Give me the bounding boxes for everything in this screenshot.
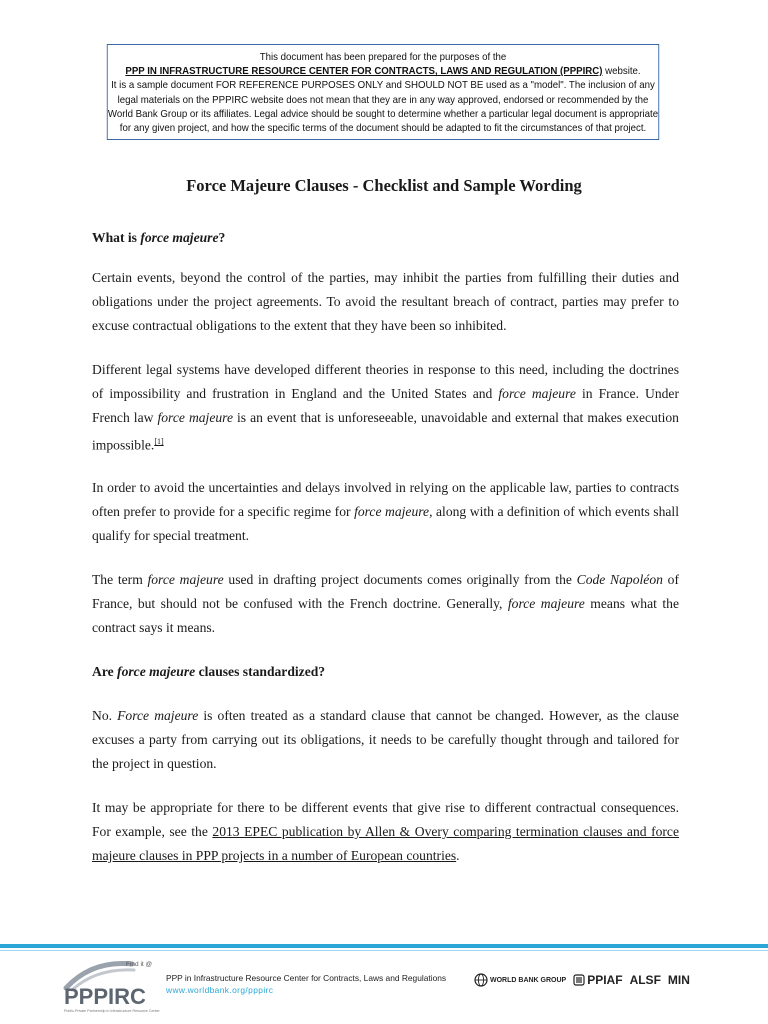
logo-tagline: Find it @ — [126, 961, 153, 968]
paragraph-legal-systems: Different legal systems have developed different theories in response to this need, including the doctrines of impossibility and frustration in England and the United States and force majeure in France. Under French law force majeure is an event that is unforeseeable, unavoidable and external that makes execution impossible.[1] — [92, 362, 679, 453]
paragraph-not-standard: No. Force majeure is often treated as a standard clause that cannot be changed. However, as the clause excuses a party from carrying out its obligations, it needs to be carefully thought through and tailored for the project in question. — [92, 708, 679, 771]
partner-ppiaf — [573, 973, 622, 987]
resource-center-name: PPP in Infrastructure Resource Center for Contracts, Laws and Regulations — [166, 973, 447, 983]
ppiaf-mark-icon — [573, 974, 585, 986]
partner-world-bank-group — [474, 973, 566, 987]
globe-icon — [474, 973, 488, 987]
disclaimer-line — [108, 65, 659, 79]
partner-label: MIN — [667, 973, 690, 987]
disclaimer-suffix: website. — [602, 66, 641, 78]
pppirc-org-name: PPP IN INFRASTRUCTURE RESOURCE CENTER FOR CONTRACTS, LAWS AND REGULATION (PPPIRC) — [125, 66, 603, 78]
disclaimer-line: This document has been prepared for the purposes of the — [259, 52, 507, 63]
logo-wordmark: PPPIRC — [64, 984, 146, 1009]
paragraph-intro: Certain events, beyond the control of the parties, may inhibit the parties from fulfilling their duties and obligations under the project agreements. To avoid the resultant breach of contract, parties may prefer to excuse contractual obligations to the extent that they have been so inhibited. — [92, 270, 679, 333]
epec-publication-link[interactable]: 2013 EPEC publication by Allen & Overy comparing termination clauses and force majeure clauses in PPP projects in a number of European countries — [92, 824, 679, 863]
document-title: Force Majeure Clauses - Checklist and Sample Wording — [186, 176, 582, 195]
partner-alsf — [630, 973, 661, 987]
disclaimer-box — [107, 44, 659, 140]
paragraph-specific-regime: In order to avoid the uncertainties and delays involved in relying on the applicable law, parties to contracts often prefer to provide for a specific regime for force majeure, along with a definition of which events shall qualify for special treatment. — [92, 480, 679, 543]
partner-label: WORLD BANK GROUP — [490, 976, 567, 984]
disclaimer-line: for any given project, and how the specific terms of the document should be adapted to fit the circumstances of that project. — [119, 123, 647, 135]
disclaimer-line: World Bank Group or its affiliates. Legal advice should be sought to determine whether a particular legal document is appropriate — [107, 108, 659, 120]
pppirc-url-link[interactable]: www.worldbank.org/pppirc — [166, 985, 274, 995]
partner-label: ALSF — [629, 973, 661, 987]
paragraph-different-events: It may be appropriate for there to be different events that give rise to different contractual consequences. For example, see the 2013 EPEC publication by Allen & Overy comparing termination clauses and force majeure clauses in PPP projects in a number of European countries. — [92, 800, 679, 863]
logo-subtitle: Public-Private Partnership in Infrastructure Resource Center — [64, 1009, 160, 1013]
section-heading-what-is: What is force majeure? — [92, 230, 226, 245]
pppirc-logo — [62, 954, 160, 1014]
paragraph-code-napoleon: The term force majeure used in drafting project documents comes originally from the Code Napoléon of France, but should not be confused with the French doctrine. Generally, force majeure means what the contract says it means. — [92, 572, 679, 635]
footnote-link[interactable]: [1] — [154, 437, 164, 446]
footer-divider-thin — [0, 950, 768, 951]
disclaimer-line: It is a sample document FOR REFERENCE PURPOSES ONLY and SHOULD NOT BE used as a "model". The inclusion of any — [111, 80, 655, 92]
partner-logos — [474, 972, 690, 988]
disclaimer-line: legal materials on the PPPIRC website does not mean that they are in any way approved, endorsed or recommended by the — [117, 94, 649, 106]
partner-min — [668, 973, 690, 987]
section-heading-standardized: Are force majeure clauses standardized? — [92, 664, 326, 679]
footer-divider — [0, 944, 768, 948]
partner-label: PPIAF — [587, 973, 623, 987]
